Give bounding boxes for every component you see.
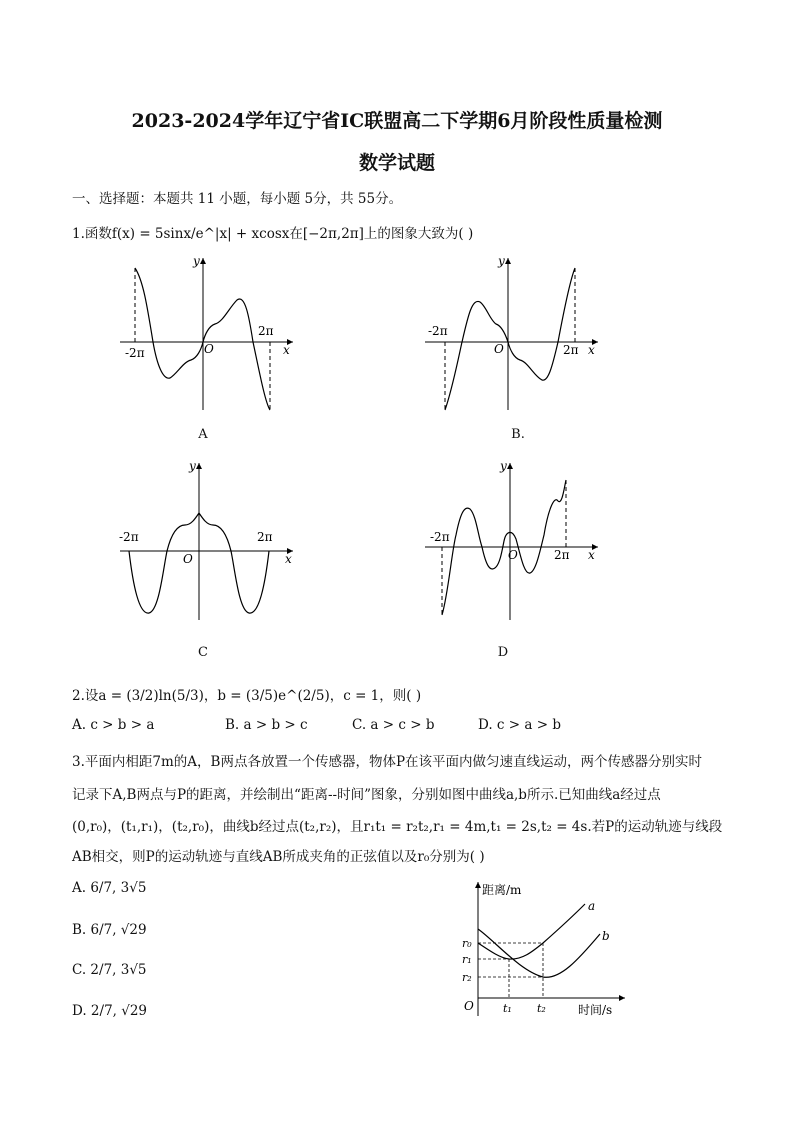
q1-graph-b <box>420 250 605 420</box>
t1-label: t₁ <box>503 1002 512 1015</box>
curve-a <box>478 904 585 959</box>
q1-stem: 1.函数f(x) = 5sinx/e^|x| + xcosx在[−2π,2π]上的图象大致为( ) <box>72 226 474 242</box>
q1-graph-d-label: D <box>497 645 509 660</box>
origin-label: O <box>494 342 504 356</box>
curve-b <box>478 929 600 977</box>
left-tick: -2π <box>119 530 139 544</box>
q1-graph-b-label: B. <box>511 427 525 442</box>
q1-graph-a <box>115 250 300 420</box>
curve-b <box>445 268 575 410</box>
q3-option-d: D. 2/7, √29 <box>72 1003 148 1019</box>
curve-b-label: b <box>602 929 610 943</box>
r0-label: r₀ <box>462 937 472 950</box>
q2-option-b: B. a > b > c <box>225 717 308 733</box>
right-tick: 2π <box>563 343 579 357</box>
q3-line-4: AB相交，则P的运动轨迹与直线AB所成夹角的正弦值以及r₀分别为( ) <box>72 849 485 865</box>
origin-label: O <box>183 552 193 566</box>
page-title: 2023-2024学年辽宁省IC联盟高二下学期6月阶段性质量检测 <box>131 110 663 132</box>
y-axis-label: 距离/m <box>482 883 522 897</box>
right-tick: 2π <box>258 324 274 338</box>
r2-label: r₂ <box>462 971 472 984</box>
left-tick: -2π <box>125 346 145 360</box>
x-label: x <box>283 343 290 357</box>
q2-option-c: C. a > c > b <box>352 717 435 733</box>
q1-graph-a-label: A <box>198 427 208 442</box>
q3-line-2: 记录下A,B两点与P的距离，并绘制出“距离--时间”图象，分别如图中曲线a,b所示.已知曲线a经过点 <box>72 787 661 803</box>
x-axis-label: 时间/s <box>578 1003 613 1017</box>
origin-label: O <box>204 342 214 356</box>
x-label: x <box>588 343 595 357</box>
y-label: y <box>193 254 200 268</box>
curve-a-label: a <box>588 899 596 913</box>
q2-option-d: D. c > a > b <box>478 717 561 733</box>
y-label: y <box>189 459 196 473</box>
q3-option-c: C. 2/7, 3√5 <box>72 962 147 978</box>
t2-label: t₂ <box>537 1002 546 1015</box>
r1-label: r₁ <box>462 953 472 966</box>
q3-line-1: 3.平面内相距7m的A，B两点各放置一个传感器，物体P在该平面内做匀速直线运动，两个传感器分别实时 <box>72 754 703 770</box>
page-subtitle: 数学试题 <box>358 152 435 174</box>
q2-option-a: A. c > b > a <box>72 717 155 733</box>
right-tick: 2π <box>554 548 570 562</box>
q1-graph-c-label: C <box>198 645 208 660</box>
q3-option-a: A. 6/7, 3√5 <box>72 880 147 896</box>
q2-stem: 2.设a = (3/2)ln(5/3)，b = (3/5)e^(2/5)，c = 1，则( ) <box>72 688 422 704</box>
q3-graph <box>450 876 630 1021</box>
x-label: x <box>285 552 292 566</box>
y-label: y <box>498 254 505 268</box>
left-tick: -2π <box>430 530 450 544</box>
y-label: y <box>500 459 507 473</box>
x-label: x <box>588 548 595 562</box>
origin-label: O <box>464 999 474 1013</box>
origin-label: O <box>508 548 518 562</box>
q3-option-b: B. 6/7, √29 <box>72 922 147 938</box>
left-tick: -2π <box>428 324 448 338</box>
q1-graph-c <box>115 455 300 625</box>
right-tick: 2π <box>257 530 273 544</box>
q1-graph-d <box>420 455 605 625</box>
section-heading: 一、选择题：本题共 11 小题，每小题 5分，共 55分。 <box>72 191 403 207</box>
q3-line-3: (0,r₀)，(t₁,r₁)，(t₂,r₀)，曲线b经过点(t₂,r₂)，且r₁t₁ = r₂t₂,r₁ = 4m,t₁ = 2s,t₂ = 4s.若P的运动轨迹与线段 <box>72 819 723 835</box>
